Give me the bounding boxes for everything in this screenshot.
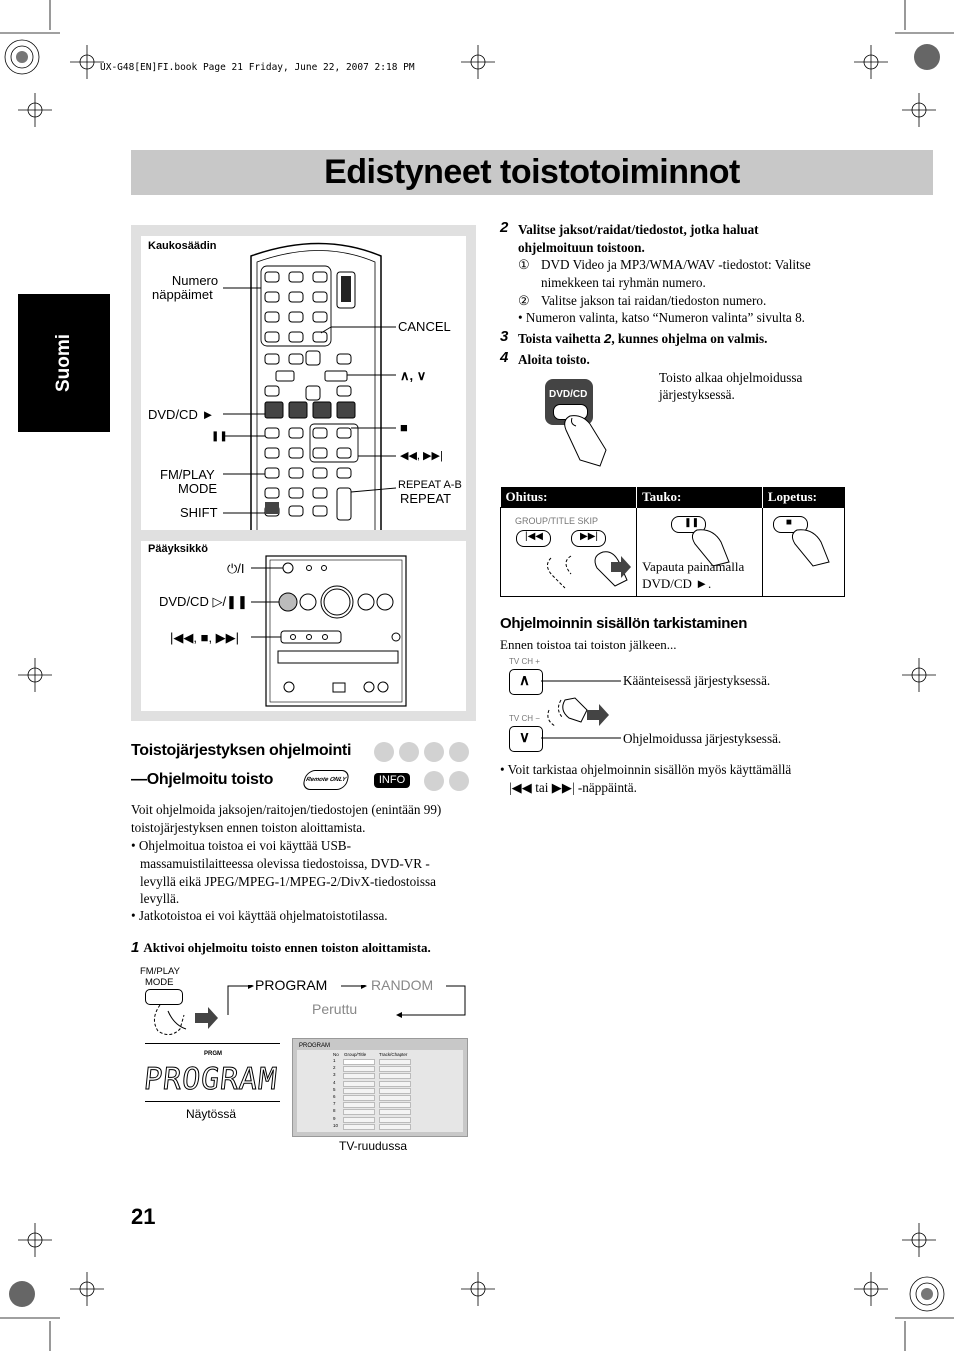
bullet-line: levyllä. — [140, 891, 180, 906]
table-header-pause: Tauko: — [637, 487, 763, 508]
power-label: ⏻/I — [227, 561, 245, 576]
heading-dot — [449, 771, 469, 791]
heading-dot — [374, 742, 394, 762]
fmplay-label: FM/PLAY — [160, 467, 215, 482]
tv-row-group-cell — [343, 1117, 375, 1123]
controls-table — [500, 487, 845, 597]
tv-row-number: 1 — [333, 1058, 336, 1063]
display-top-line — [145, 1043, 280, 1044]
stop-label: ■ — [400, 420, 408, 435]
tv-row-track-cell — [379, 1066, 411, 1072]
pause-icon: ❚❚ — [684, 517, 700, 527]
print-header: UX-G48[EN]FI.book Page 21 Friday, June 22, 2007 2:18 PM — [100, 62, 415, 73]
tvch-plus-label: TV CH + — [509, 657, 540, 666]
tv-row-group-cell — [343, 1088, 375, 1094]
step-4-desc-2: järjestyksessä. — [659, 387, 735, 402]
tv-col-group: Group/Title — [344, 1052, 367, 1057]
naytossa-caption: Näytössä — [186, 1107, 237, 1121]
pause-label: ❚❚ — [211, 431, 228, 442]
prev-skip-button — [516, 530, 551, 547]
bullet-line: • Ohjelmoitua toistoa ei voi käyttää USB- — [131, 838, 351, 853]
language-tab — [18, 294, 110, 432]
prgm-indicator: PRGM — [204, 1051, 222, 1057]
step-4-num: 4 — [500, 349, 509, 366]
tv-row-number: 5 — [333, 1086, 336, 1092]
tv-row-track-cell — [379, 1081, 411, 1087]
check-sub: Ennen toistoa tai toiston jälkeen... — [500, 637, 677, 652]
info-badge: INFO — [374, 773, 410, 788]
reverse-order-text: Käänteisessä järjestyksessä. — [623, 673, 771, 688]
heading-dot — [424, 771, 444, 791]
display-text: PROGRAM — [142, 1062, 280, 1097]
stop-cell — [762, 508, 844, 597]
tv-row-track-cell — [379, 1088, 411, 1094]
intro-paragraph: Voit ohjelmoida jaksojen/raitojen/tiedostojen (enintään 99) toistojärjestyksen ennen toiston aloittamista. — [131, 802, 442, 835]
tv-row-number: 6 — [333, 1094, 336, 1099]
tv-row-track-cell — [379, 1102, 411, 1108]
page-number: 21 — [131, 1204, 156, 1229]
tv-row-number: 8 — [333, 1108, 336, 1114]
step-2a-text: DVD Video ja MP3/WMA/WAV -tiedostot: Valitse — [541, 257, 811, 272]
tv-row-group-cell — [343, 1102, 375, 1108]
page-title: Edistyneet toistotoiminnot — [324, 153, 740, 191]
dvdcd-label: DVD/CD ► — [148, 407, 215, 422]
step-2-text: Valitse jaksot/raidat/tiedostot, jotka haluat — [518, 222, 759, 237]
cancel-label: CANCEL — [398, 319, 451, 334]
stop-icon: ■ — [785, 517, 792, 528]
step1-flow-diagram — [140, 985, 475, 1045]
tv-ruudussa-caption: TV-ruudussa — [339, 1139, 408, 1153]
tv-row-group-cell — [343, 1109, 375, 1115]
tv-row-track-cell — [379, 1073, 411, 1079]
tv-col-track: Track/Chapter — [379, 1052, 408, 1057]
step-2-num: 2 — [500, 219, 509, 236]
tv-row-number: 9 — [333, 1115, 336, 1121]
check-note-2: |◀◀ tai ▶▶| -näppäintä. — [509, 780, 637, 795]
tv-row-group-cell — [343, 1124, 375, 1130]
tv-screen-list — [297, 1050, 463, 1132]
remote-heading: Kaukosäädin — [148, 240, 217, 252]
bullet-line: massamuistilaitteessa olevissa tiedostoissa, DVD-VR - — [140, 856, 430, 871]
step-4-text: Aloita toisto. — [518, 352, 590, 367]
main-unit-drawing — [141, 541, 466, 711]
repeat-label: REPEAT — [400, 491, 452, 506]
heading-dot — [399, 742, 419, 762]
tv-row-group-cell — [343, 1073, 375, 1079]
heading-dot — [424, 742, 444, 762]
check-heading: Ohjelmoinnin sisällön tarkistaminen — [500, 615, 748, 632]
fm-play-btn-label: FM/PLAY MODE — [140, 966, 180, 988]
next-skip-button — [571, 530, 606, 547]
repeat-ab-label: REPEAT A-B — [398, 479, 462, 491]
finger-icon — [560, 410, 610, 470]
main-unit-heading: Pääyksikkö — [148, 543, 208, 555]
shift-label: SHIFT — [180, 505, 218, 520]
tv-row-group-cell — [343, 1059, 375, 1065]
mode-label: MODE — [178, 481, 217, 496]
nappaimet-label: näppäimet — [152, 287, 213, 302]
step-4-desc: Toisto alkaa ohjelmoidussa — [659, 370, 803, 385]
step-2a-text-2: nimekkeen tai ryhmän numero. — [541, 275, 706, 290]
step-3-text: Toista vaihetta 2, kunnes ohjelma on valmis. — [518, 331, 768, 346]
tvch-up-button — [509, 669, 543, 695]
step-2-text-2: ohjelmoituun toistoon. — [518, 240, 645, 255]
tvch-down-button — [509, 726, 543, 752]
tv-row-number: 10 — [333, 1122, 339, 1128]
main-dvdcd-label: DVD/CD ▷/❚❚ — [159, 594, 248, 609]
step-2b-num: ② — [518, 293, 530, 308]
numero-label: Numero — [171, 273, 219, 288]
finger-icon — [789, 526, 839, 571]
bullet-line: levyllä eikä JPEG/MPEG-1/MPEG-2/DivX-tiedostoissa — [140, 874, 436, 889]
display-bottom-line — [145, 1101, 280, 1102]
chevron-up-icon: ∧ — [519, 672, 530, 689]
step-2b-text: Valitse jakson tai raidan/tiedoston numero. — [541, 293, 767, 308]
hand-icon — [541, 548, 631, 593]
main-skip-label: |◀◀, ■, ▶▶| — [170, 630, 240, 645]
tvch-minus-label: TV CH − — [509, 714, 540, 723]
skip-cell — [501, 508, 637, 597]
section-heading-line2: —Ohjelmoitu toisto — [131, 771, 274, 788]
tv-row-track-cell — [379, 1059, 411, 1065]
forward-order-text: Ohjelmoidussa järjestyksessä. — [623, 731, 782, 746]
tv-row-number: 7 — [333, 1101, 336, 1107]
program-label: PROGRAM — [255, 977, 328, 993]
pause-release-text: Vapauta painamalla DVD/CD ►. — [642, 559, 745, 591]
tv-row-number: 4 — [333, 1079, 336, 1085]
pause-cell — [637, 508, 763, 597]
tv-col-no: No — [333, 1052, 339, 1057]
check-note: • Voit tarkistaa ohjelmoinnin sisällön myös käyttämällä — [500, 762, 792, 777]
tv-screen-title: PROGRAM — [299, 1043, 331, 1049]
tv-row-track-cell — [379, 1124, 411, 1130]
peruttu-label: Peruttu — [312, 1001, 358, 1017]
heading-dot — [449, 742, 469, 762]
next-icon: ▶▶| — [580, 531, 598, 542]
step-2a-num: ① — [518, 257, 530, 272]
tv-screen — [292, 1038, 468, 1137]
tv-row-track-cell — [379, 1109, 411, 1115]
step-1: 1 Aktivoi ohjelmoitu toisto ennen toiston aloittamista. — [131, 939, 431, 956]
language-tab-label: Suomi — [53, 333, 74, 393]
updown-label: ∧, ∨ — [400, 368, 427, 383]
tv-row-number: 3 — [333, 1072, 336, 1078]
tv-row-number: 2 — [333, 1065, 336, 1071]
bullet-line: • Jatkotoistoa ei voi käyttää ohjelmatoistotilassa. — [131, 908, 388, 923]
tv-row-group-cell — [343, 1095, 375, 1101]
table-header-stop: Lopetus: — [762, 487, 844, 508]
group-title-skip-label: GROUP/TITLE SKIP — [515, 516, 599, 526]
random-label: RANDOM — [371, 977, 434, 993]
skip-label: ◀◀, ▶▶| — [400, 450, 443, 462]
dvdcd-button-label: DVD/CD — [549, 389, 588, 400]
check-diagram — [541, 670, 631, 750]
step-2-note: • Numeron valinta, katso “Numeron valinta” sivulta 8. — [518, 310, 805, 325]
chevron-down-icon: ∨ — [519, 729, 530, 746]
tv-row-group-cell — [343, 1081, 375, 1087]
remote-only-badge: Remote ONLY — [301, 770, 350, 790]
prev-icon: |◀◀ — [525, 531, 543, 542]
table-header-skip: Ohitus: — [501, 487, 637, 508]
section-heading-line1: Toistojärjestyksen ohjelmointi — [131, 742, 352, 759]
tv-row-track-cell — [379, 1095, 411, 1101]
tv-row-track-cell — [379, 1117, 411, 1123]
tv-row-group-cell — [343, 1066, 375, 1072]
step-3-num: 3 — [500, 328, 509, 345]
